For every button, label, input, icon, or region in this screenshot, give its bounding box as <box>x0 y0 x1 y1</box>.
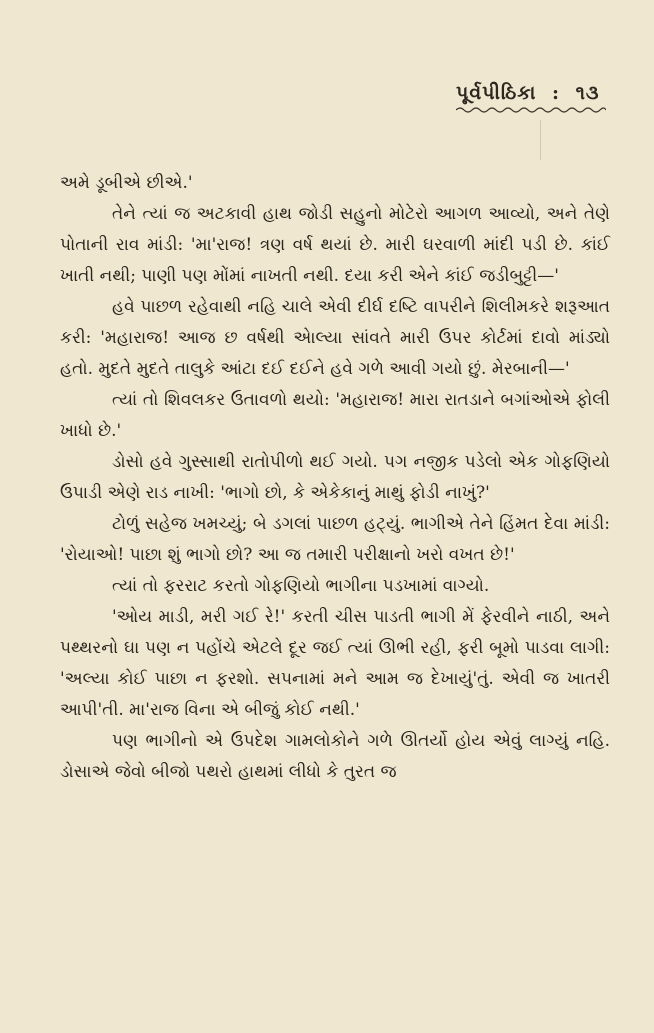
paragraph: ત્યાં તો શિવલકર ઉતાવળો થયો: 'મહારાજ! મારા રાતડાને બગાંઓએ ફોલી ખાધો છે.' <box>60 390 610 441</box>
running-title: પૂર્વપીઠિકા <box>456 82 537 104</box>
paragraph: ટોળું સહેજ ખમચ્યું; બે ડગલાં પાછળ હટ્યું. ભાગીએ તેને હિંમત દેવા માંડી: 'રોયાઓ! પાછા શું ભાગો છો? આ જ તમારી પરીક્ષાનો ખરો વખત છે!' <box>60 514 610 565</box>
paragraph: તેને ત્યાં જ અટકાવી હાથ જોડી સહુનો મોટેરો આગળ આવ્યો, અને તેણે પોતાની રાવ માંડી: 'મા'રાજ! ત્રણ વર્ષ થયાં છે. મારી ઘરવાળી માંદી પડી છે. કાંઈ ખાતી નથી; પાણી પણ મોંમાં નાખતી નથી. દયા કરી એને કાંઈ જડીબુટ્ટી—' <box>60 204 610 286</box>
body-text <box>60 168 610 788</box>
running-header <box>456 82 606 114</box>
paragraph: ડોસો હવે ગુસ્સાથી રાતોપીળો થઈ ગયો. પગ નજીક પડેલો એક ગોફણિયો ઉપાડી એણે રાડ નાખી: 'ભાગો છો, કે એકેકાનું માથું ફોડી નાખું?' <box>60 452 610 503</box>
paragraph: પણ ભાગીનો એ ઉપદેશ ગામલોકોને ગળે ઊતર્યો હોય એવું લાગ્યું નહિ. ડોસાએ જેવો બીજો પથરો હાથમાં લીધો કે તુરત જ <box>60 731 610 782</box>
page-crease <box>540 120 541 160</box>
page-number: ૧૩ <box>575 82 600 104</box>
paragraph: હવે પાછળ રહેવાથી નહિ ચાલે એવી દીર્ઘ દષ્ટિ વાપરીને શિલીમકરે શરૂઆત કરી: 'મહારાજ! આજ છ વર્ષથી એાલ્યા સાંવતે મારી ઉપર કોર્ટમાં દાવો માંડ્યો હતો. મુદતે મુદતે તાલુકે આંટા દઈ દઈને હવે ગળે આવી ગયો છું. મેરબાની—' <box>60 297 610 379</box>
paragraph: ત્યાં તો ફરરાટ કરતો ગોફણિયો ભાગીના પડખામાં વાગ્યો. <box>112 576 490 596</box>
paragraph: અમે ડૂબીએ છીએ.' <box>60 173 193 193</box>
paragraph: 'ઓય માડી, મરી ગઈ રે!' કરતી ચીસ પાડતી ભાગી મેં ફેરવીને નાઠી, અને પથ્થરનો ઘા પણ ન પહોંચે એટલે દૂર જઈ ત્યાં ઊભી રહી, ફરી બૂમો પાડવા લાગી: 'અલ્યા કોઈ પાછા ન ફરશો. સપનામાં મને આમ જ દેખાયું'તું. એવી જ ખાતરી આપી'તી. મા'રાજ વિના એ બીજું કોઈ નથી.' <box>60 607 610 720</box>
wavy-underline <box>456 106 606 114</box>
header-separator: : <box>551 82 560 104</box>
